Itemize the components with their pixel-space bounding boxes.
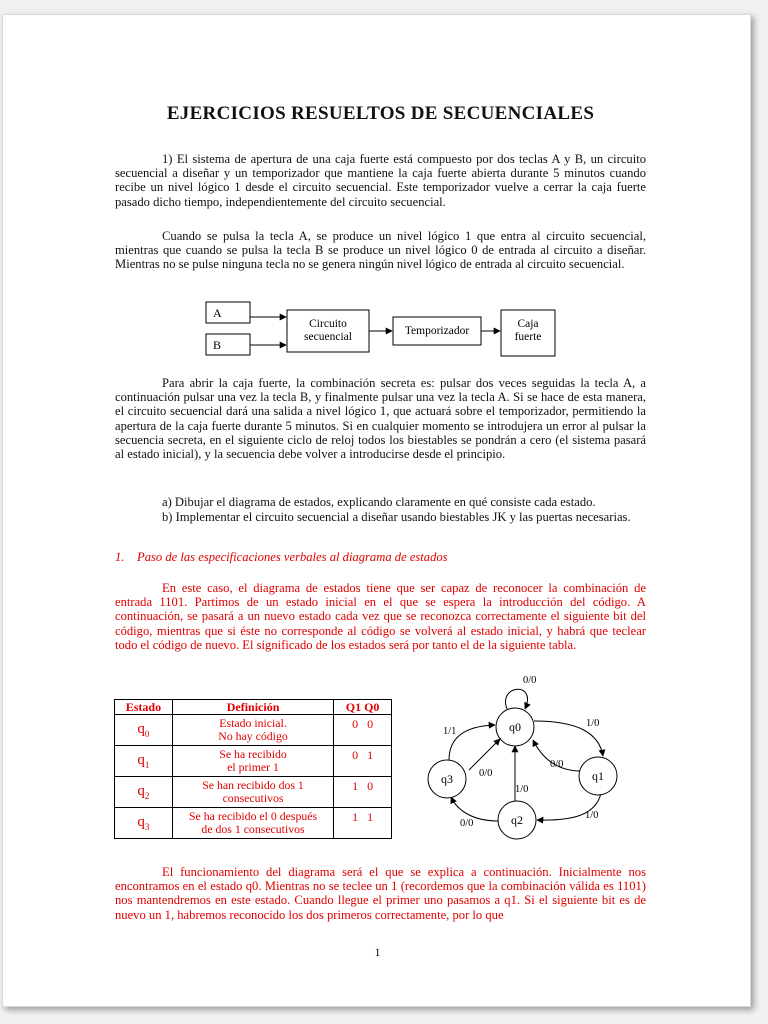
bits-cell: 0 1 [334,746,392,777]
label-q2-q0: 1/0 [515,784,529,795]
question-b: b) Implementar el circuito secuencial a diseñar usando biestables JK y las puertas necesarias. [162,510,631,524]
safe-label-1: Caja [517,318,539,330]
paragraph-state-intro: En este caso, el diagrama de estados tiene que ser capaz de reconocer la combinación de entrada 1101. Partimos de un estado inicial en el que se espera la introducción del código. A continuación, se pasará a un nuevo estado cada vez que se reconozca correctamente el siguiente bit del código, mientras que si éste no corresponde al código se volverá al estado inicial, y habrá que teclear todo el código de nuevo. El significado de los estados será por tanto el de la siguiente tabla. [115,581,646,652]
section-title: Paso de las especificaciones verbales al diagrama de estados [137,550,448,564]
label-q3-q0-one: 1/1 [443,726,457,737]
state-diagram [3,15,752,1008]
label-q1-q0: 0/0 [550,759,564,770]
input-b-label: B [213,338,222,352]
question-a: a) Dibujar el diagrama de estados, explicando claramente en qué consiste cada estado. [162,495,596,509]
label-q0-self: 0/0 [523,675,537,686]
state-cell: $q_3$ [115,808,173,839]
definition-cell: Se ha recibido el primer 1 [172,746,333,777]
label-q2-q3: 0/0 [460,818,474,829]
label-q3-q0-zero: 0/0 [479,768,493,779]
state-cell: $q_0$ [115,715,173,746]
safe-label-2: fuerte [514,331,542,343]
bits-cell: 1 1 [334,808,392,839]
input-a-label: A [213,306,222,320]
label-q1-q2: 1/0 [585,810,599,821]
timer-label: Temporizador [404,325,470,337]
bits-cell: 1 0 [334,777,392,808]
header-q1q0: Q1 Q0 [334,700,392,715]
edge-q3-q0-zero [469,739,500,770]
label-q0-q1: 1/0 [586,718,600,729]
definition-cell: Se han recibido dos 1 consecutivos [172,777,333,808]
node-q1-label: q1 [592,769,604,783]
page-number: 1 [374,945,381,959]
node-q2-label: q2 [511,813,523,827]
sequential-circuit-label-1: Circuito [309,318,347,330]
section-number: 1. [115,550,125,564]
header-estado: Estado [115,700,173,715]
node-q0-label: q0 [509,720,521,734]
bits-cell: 0 0 [334,715,392,746]
paragraph-key-levels: Cuando se pulsa la tecla A, se produce un nivel lógico 1 que entra al circuito secuencial, mientras que cuando se pulsa la tecla B se produce un nivel lógico 0 de entrada al circuito a diseñar. Mientras no se pulse ninguna tecla no se genera ningún nivel lógico de entrada al circuito secuencial. [115,229,646,272]
header-definicion: Definición [172,700,333,715]
definition-cell: Estado inicial. No hay código [172,715,333,746]
node-q3-label: q3 [441,772,453,786]
paragraph-diagram-explanation: El funcionamiento del diagrama será el que se explica a continuación. Inicialmente nos encontramos en el estado q0. Mientras no se teclee un 1 (recordemos que la combinación válida es 1101) nos mantendremos en este estado. Cuando llegue el primer uno pasamos a q1. Si el siguiente bit es de nuevo un 1, habremos reconocido los dos primeros correctamente, por lo que [115,865,646,922]
paragraph-secret-combination: Para abrir la caja fuerte, la combinación secreta es: pulsar dos veces seguidas la tecla A, a continuación pulsar una vez la tecla B, y finalmente pulsar una vez la tecla A. Si se hace de esta manera, el circuito secuencial dará una salida a nivel lógico 1, que actuará sobre el temporizador, permitiendo la apertura de la caja fuerte durante 5 minutos. Si en cualquier momento se introdujera un error al pulsar la secuencia secreta, en el siguiente ciclo de reloj todos los biestables se pondrán a cero (el sistema pasará al estado inicial), y la secuencia debe volver a introducirse desde el principio. [115,376,646,462]
edge-q2-q3 [451,797,498,821]
sequential-circuit-label-2: secuencial [304,331,352,343]
paragraph-problem-statement: 1) El sistema de apertura de una caja fuerte está compuesto por dos teclas A y B, un circuito secuencial a diseñar y un temporizador que mantiene la caja fuerte abierta durante 5 minutos cuando recibe un nivel lógico 1 desde el circuito secuencial. Este temporizador vuelve a cerrar la caja fuerte pasado dicho tiempo, independientemente del circuito secuencial. [115,152,646,209]
document-title: EJERCICIOS RESUELTOS DE SECUENCIALES [166,103,595,124]
definition-cell: Se ha recibido el 0 después de dos 1 consecutivos [172,808,333,839]
document-page [2,14,751,1007]
state-cell: $q_2$ [115,777,173,808]
state-cell: $q_1$ [115,746,173,777]
